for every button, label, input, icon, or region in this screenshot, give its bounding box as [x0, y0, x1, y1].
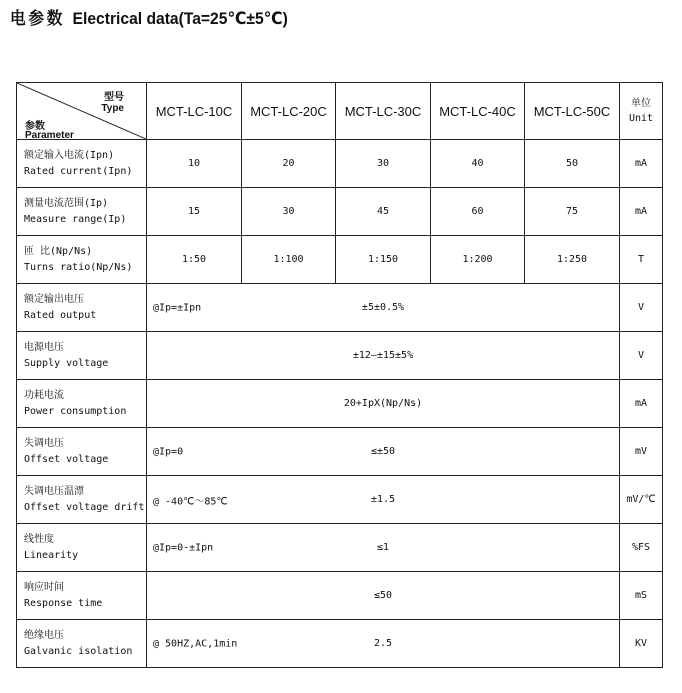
param-en: Turns ratio(Np/Ns) — [24, 261, 133, 273]
unit-cell: V — [620, 284, 663, 332]
param-en: Offset voltage — [24, 453, 109, 465]
header-type-zh: 型号 — [104, 92, 124, 103]
unit-cell: %FS — [620, 524, 663, 572]
param-label — [17, 476, 147, 524]
param-label — [17, 524, 147, 572]
electrical-data-table — [16, 82, 663, 668]
model-header: MCT-LC-30C — [336, 83, 431, 140]
param-zh: 电源电压 — [24, 341, 64, 353]
param-en: Linearity — [24, 549, 79, 561]
model-header: MCT-LC-50C — [525, 83, 620, 140]
param-en: Response time — [24, 597, 103, 609]
spanned-value-cell — [147, 380, 620, 428]
title-zh: 电参数 — [10, 9, 66, 28]
value-cell: 75 — [525, 188, 620, 236]
table-row — [17, 380, 663, 428]
table-row — [17, 428, 663, 476]
spanned-value-cell — [147, 524, 620, 572]
value-cell: 1:100 — [242, 236, 336, 284]
unit-header-zh: 单位 — [631, 98, 651, 109]
value-cell: 60 — [431, 188, 525, 236]
param-label — [17, 380, 147, 428]
table-row — [17, 140, 663, 188]
value-cell: 30 — [336, 140, 431, 188]
unit-cell: KV — [620, 620, 663, 668]
param-zh: 匝 比(Np/Ns) — [24, 245, 93, 257]
table-row — [17, 332, 663, 380]
condition-text: @Ip=0-±Ipn — [153, 542, 214, 553]
condition-text: @Ip=0 — [153, 446, 184, 457]
param-label — [17, 572, 147, 620]
param-en: Supply voltage — [24, 357, 109, 369]
spanned-value-cell — [147, 332, 620, 380]
param-en: Offset voltage drift — [24, 501, 145, 513]
value-cell: 40 — [431, 140, 525, 188]
spanned-value-cell — [147, 572, 620, 620]
value-text: ±1.5 — [370, 494, 396, 505]
spanned-value-cell — [147, 476, 620, 524]
value-cell: 50 — [525, 140, 620, 188]
unit-cell: T — [620, 236, 663, 284]
param-zh: 失调电压温漂 — [24, 485, 84, 497]
model-header: MCT-LC-40C — [431, 83, 525, 140]
table-row — [17, 476, 663, 524]
param-label — [17, 284, 147, 332]
value-text: ≤1 — [376, 542, 390, 553]
model-header: MCT-LC-20C — [242, 83, 336, 140]
param-en: Rated current(Ipn) — [24, 165, 133, 177]
unit-cell: mV — [620, 428, 663, 476]
param-en: Power consumption — [24, 405, 127, 417]
param-en: Galvanic isolation — [24, 645, 133, 657]
header-param-en: Parameter — [25, 130, 74, 140]
header-param-zh: 参数 — [25, 121, 45, 132]
param-zh: 额定输出电压 — [24, 293, 84, 305]
value-cell: 20 — [242, 140, 336, 188]
unit-header — [620, 83, 663, 140]
table-row — [17, 236, 663, 284]
table-row — [17, 524, 663, 572]
model-header: MCT-LC-10C — [147, 83, 242, 140]
unit-cell: mA — [620, 140, 663, 188]
param-label — [17, 236, 147, 284]
param-label — [17, 140, 147, 188]
spanned-value-cell — [147, 284, 620, 332]
spanned-value-cell — [147, 620, 620, 668]
condition-text: @ -40℃～85℃ — [153, 496, 228, 507]
param-label — [17, 332, 147, 380]
condition-text: @ 50HZ,AC,1min — [153, 638, 238, 649]
value-cell: 1:150 — [336, 236, 431, 284]
param-en: Measure range(Ip) — [24, 213, 127, 225]
param-label — [17, 620, 147, 668]
param-zh: 绝缘电压 — [24, 629, 64, 641]
unit-header-en: Unit — [628, 113, 654, 124]
value-text: ≤±50 — [370, 446, 396, 457]
table-row — [17, 284, 663, 332]
header-type-en: Type — [101, 103, 124, 114]
param-zh: 响应时间 — [24, 581, 64, 593]
param-zh: 线性度 — [24, 533, 54, 545]
condition-text: @Ip=±Ipn — [153, 302, 202, 313]
value-cell: 1:50 — [147, 236, 242, 284]
param-en: Rated output — [24, 309, 97, 321]
unit-cell: mA — [620, 188, 663, 236]
title-en: Electrical data(Ta=25℃±5℃) — [72, 9, 288, 28]
value-text: 20+IpX(Np/Ns) — [343, 398, 423, 409]
value-text: 2.5 — [373, 638, 393, 649]
value-text: ±12—±15±5% — [352, 350, 414, 361]
param-zh: 测量电流范围(Ip) — [24, 197, 109, 209]
param-label — [17, 428, 147, 476]
spanned-value-cell — [147, 428, 620, 476]
table-header-row — [17, 83, 663, 140]
unit-cell: mV/℃ — [620, 476, 663, 524]
unit-cell: mA — [620, 380, 663, 428]
param-label — [17, 188, 147, 236]
param-zh: 失调电压 — [24, 437, 64, 449]
page-title — [10, 6, 288, 32]
value-cell: 1:250 — [525, 236, 620, 284]
param-zh: 功耗电流 — [24, 389, 64, 401]
table-row — [17, 572, 663, 620]
value-cell: 30 — [242, 188, 336, 236]
param-zh: 额定输入电流(Ipn) — [24, 149, 115, 161]
value-cell: 15 — [147, 188, 242, 236]
table-row — [17, 188, 663, 236]
value-cell: 10 — [147, 140, 242, 188]
value-cell: 45 — [336, 188, 431, 236]
value-text: ±5±0.5% — [361, 302, 405, 313]
value-text: ≤50 — [373, 590, 393, 601]
value-cell: 1:200 — [431, 236, 525, 284]
table-row — [17, 620, 663, 668]
unit-cell: V — [620, 332, 663, 380]
header-diagonal-cell — [17, 83, 147, 140]
unit-cell: mS — [620, 572, 663, 620]
